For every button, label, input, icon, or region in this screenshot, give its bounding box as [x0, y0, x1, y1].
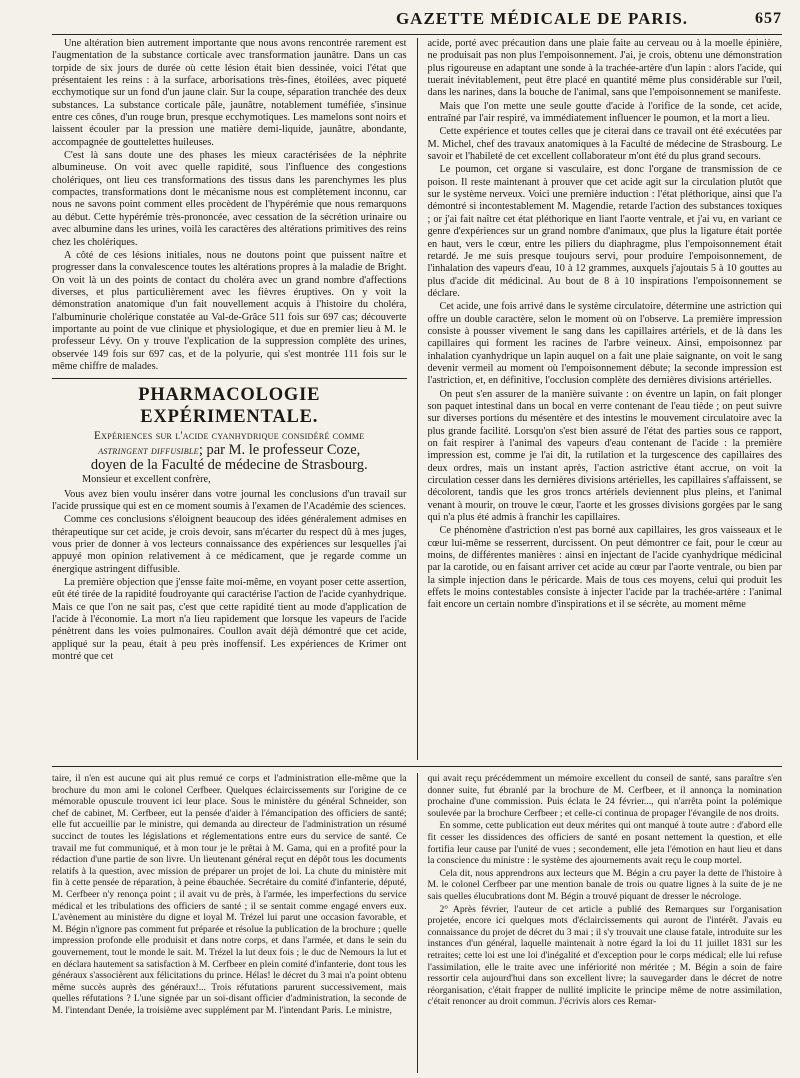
paragraph: En somme, cette publication eut deux mérites qui ont manqué à toute autre : d'abord elle fit cesser les dissidences des officiers de santé en posant nettement la question, et elle fortifia leur cause par l'unité de vues ; secondement, elle jeta l'émotion en haut lieu et dans la conscience du ministre : le système des ajournements avait reçu le coup mortel.	[427, 820, 782, 867]
article-heading	[52, 429, 407, 473]
lower-section	[52, 773, 782, 1073]
header-rule	[52, 34, 782, 35]
journal-title: GAZETTE MÉDICALE DE PARIS.	[395, 9, 689, 28]
paragraph: Cet acide, une fois arrivé dans le système circulatoire, détermine une astriction qui offre un double caractère, selon le moment où on l'observe. La première impression consiste à pousser vivement le sang dans les capillaires artériels, et de là dans les capillaires qui forment les racines de l'arbre veineux. Ainsi, empoisonnez par inhalation cyanhydrique un lapin auquel on a fait une plaie saignante, on voit le sang devenir vermeil au moment où l'empoisonnement débute; la seconde impression est l'astriction, et, en définitive, l'occlusion complète des dernières divisions artérielles.	[427, 301, 782, 387]
article-heading-author: ; par M. le professeur Coze,	[198, 442, 361, 459]
lower-left-column	[52, 773, 407, 1073]
feuilleton-divider	[52, 766, 782, 767]
column-divider	[417, 773, 418, 1073]
paragraph: Cette expérience et toutes celles que je citerai dans ce travail ont été exécutées par M. Michel, chef des travaux anatomiques à la Faculté de médecine de Strasbourg. Le savoir et l'habileté de cet excellent collaborateur m'ont été du plus grand secours.	[427, 126, 782, 163]
paragraph: On peut s'en assurer de la manière suivante : on éventre un lapin, on fait plonger son paquet intestinal dans un bocal en verre contenant de l'eau tiède ; on peut suivre sur diverses portions du mésentère et des intestins le mouvement circulatoire avec la plus grande facilité. Lorsqu'on s'est bien assuré de l'état des parties sous ce rapport, on fait respirer à l'animal des vapeurs d'eau contenant de l'acide : la première impression est, comme je l'ai dit, la rutilation et la turgescence des capillaires des deux ordres, mais un instant après, l'action astrictive étant accrue, on voit la circulation cesser dans les dernières divisions artérielles, les capillaires s'affaissent, se décolorent, tandis que les gros troncs artériels deviennent plus pleins, et l'animal venant à mourir, on trouve le cœur, l'aorte et les grosses divisions gorgées par le sang qui n'a plus été admis à franchir les capillaires.	[427, 388, 782, 524]
paragraph: taire, il n'en est aucune qui ait plus remué ce corps et l'administration elle-même que la brochure du mon ami le colonel Cerfbeer. Quelques éclaircissements sur l'origine de ce mémorable opuscule trouvent ici leur place. Sous le ministère du général Schneider, son chef de cabinet, M. Cerfbeer, eut la pensée d'aider à l'émancipation des officiers de santé; elle fut accueillie par le ministre, qui demanda au directeur de l'administration un résumé succinct de toutes les législations et réglementations entre eurs du service de santé. Ce travail me fut communiqué, et à mon tour je le prêtai à M. Gama, qui en a profité pour la rédaction d'une partie de son livre. Un lieutenant général reçut en dépôt tous les documents relatifs à la question, avec mission de préparer un projet de loi. La chute du ministère mit fin à cette pensée de réparation, à peine ébauchée. Secrétaire du comité d'infanterie, député, M. Cerfbeer n'y renonça point ; il avait vu de près, à l'armée, les imperfections du service médical et les tribulations des officiers de santé ; il se sentait comme engagé envers eux. L'avènement au ministère du digne et loyal M. Trézel lui parut une occasion favorable, et M. Bégin n'ignore pas comment fut préparée et résolue la publication de la brochure ; quelle impression profonde elle produisit et dans notre corps, et dans l'armée, et dans le sein du gouvernement, tout le monde le sait. M. Trézel la lut deux fois ; le duc de Nemours la lut et en déclara hautement sa satisfaction à M. Cerfbeer en plein comité d'infanterie, dont tous les généraux s'associèrent aux félicitations du prince. Hélas! le décret du 3 mai n'a point obtenu même succès auprès des généraux!... Trois réfutations parurent successivement, mais quelles réfutations ? L'une signée par un soi-disant officier d'administration, la seconde de M. l'intendant Denée, la troisième avec supplément par M. l'intendant Paris. Le ministre,	[52, 773, 407, 1016]
page-header	[52, 4, 782, 34]
column-divider	[417, 38, 418, 760]
paragraph: qui avait reçu précédemment un mémoire excellent du conseil de santé, sans paraître s'en donner suite, fut ébranlé par la brochure de M. Cerfbeer, et il annonça la nomination prochaine d'une commission. Puis éclata le 24 février..., qui n'arrêta point la polémique soulevée par la brochure Cerfbeer ; et celle-ci continua de propager l'évangile de nos droits.	[427, 773, 782, 819]
section-divider	[52, 378, 407, 379]
upper-section	[52, 38, 782, 760]
article-heading-emphasis: astringent diffusible	[98, 445, 199, 458]
upper-left-column	[52, 38, 407, 760]
paragraph: Comme ces conclusions s'éloignent beaucoup des idées généralement admises en thérapeutique sur cet acide, je crois devoir, sans m'écarter du respect dû à mes juges, vous prier de donner à vos lecteurs connaissance des expériences sur lesquelles j'ai appuyé mon opinion relativement à ce médicament, que je regarde comme un énergique astringent diffusible.	[52, 514, 407, 575]
paragraph: Une altération bien autrement importante que nous avons rencontrée rarement est l'augmentation de la substance corticale avec transformation jaunâtre. Dans un cas torpide de six jours de durée où cette lésion était bien dessinée, voici l'état que présentaient les reins : à la surface, arborisations très-fines, étoilées, avec piqueté ecchymotique sur un fond d'un jaune clair. Sur la coupe, séparation tranchée des deux substances. La substance corticale pâle, jaunâtre, notablement tuméfiée, s'insinue entre ces cônes, d'un rouge brun, presque ecchymotiques. Les mamelons sont noirs et laissent écouler par la pression une matière demi-liquide, jaunâtre, abondante, accompagnée de gouttelettes huileuses.	[52, 38, 407, 148]
paragraph: Cela dit, nous apprendrons aux lecteurs que M. Bégin a cru payer la dette de l'histoire à M. le colonel Cerfbeer par une mention banale de trois ou quatre lignes à la suite de je ne sais quelles élucubrations dont M. Bégin a trouvé piquant de dresser le nécrologe.	[427, 867, 782, 902]
section-title: PHARMACOLOGIE EXPÉRIMENTALE.	[138, 385, 321, 428]
lower-right-column	[427, 773, 782, 1073]
paragraph: Le poumon, cet organe si vasculaire, est donc l'organe de transmission de ce poison. Il reste maintenant à prouver que cet acide agit sur la circulation plutôt que sur le système nerveux. Voici une première induction : l'état pléthorique, ainsi que l'a démontré si incontestablement M. Magendie, retarde l'action des substances toxiques ; or j'ai fait naître cet état pléthorique en liant l'aorte ventrale, et j'ai vu, en variant ce genre d'expériences sur un grand nombre d'animaux, que plus la ligature était portée en haut, vers le cœur, entre les piliers du diaphragme, plus l'empoisonnement était retardé. Je me suis presque toujours servi, pour produire l'empoisonnement, de l'inhalation des vapeurs d'eau, 10 à 12 grammes, auxquels j'ajoutais 5 à 10 gouttes au plus d'acide dit médicinal. Au bout de 8 à 10 inspirations l'empoisonnement se déclare.	[427, 164, 782, 299]
paragraph: acide, porté avec précaution dans une plaie faite au cerveau ou à la moelle épinière, ne produisait pas non plus l'empoisonnement. J'ai, je crois, obtenu une démonstration plus rigoureuse en adaptant une sonde à la trachée-artère d'un lapin : alors l'acide, qui tuerait inévitablement, peut être placé en quantité même plus considérable sur l'œil, dans les narines, dans la bouche de l'animal, sans que l'empoisonnement se manifeste.	[427, 38, 782, 99]
salutation: Monsieur et excellent confrère,	[82, 474, 211, 486]
article-heading-line-1: Expériences sur l'acide cyanhydrique considéré comme	[94, 430, 365, 443]
upper-right-column	[427, 38, 782, 760]
article-heading-line-3: doyen de la Faculté de médecine de Strasbourg.	[90, 457, 368, 474]
paragraph: Ce phénomène d'astriction n'est pas borné aux capillaires, les gros vaisseaux et le cœur lui-même se resserrent, durcissent. On peut démontrer ce fait, pour le cœur au moins, de différentes manières : ainsi en injectant de l'acide cyanhydrique médicinal par la carotide, ou en faisant arriver cet acide au cœur par l'aorte ventrale, ou bien par la simple injection dans le péricarde. Mais de tous ces moyens, celui qui produit les effets le moins contestables consiste à injecter l'acide par la trachée-artère : l'animal fait encore un certain nombre d'inspirations et il se sécrète, au moment même	[427, 525, 782, 611]
page-number: 657	[755, 10, 782, 27]
paragraph: Mais que l'on mette une seule goutte d'acide à l'orifice de la sonde, cet acide, entraîné par l'air respiré, va immédiatement influencer le poumon, et la mort a lieu.	[427, 100, 782, 125]
paragraph: 2° Après février, l'auteur de cet article a publié des Remarques sur l'organisation projetée, encore ici quelques mots d'éclaircissements qui auront de l'intérêt. J'avais eu connaissance du projet de décret du 3 mai ; il s'y trouvait une clause fatale, introduite sur les instances d'un général, laquelle maintenait à notre égard la loi du 11 juillet 1831 sur les retraites; cette loi est une loi d'inégalité et d'exception pour le corps médical; elle lui refuse l'assimilation, elle le traite avec une infériorité non méritée ; M. Bégin a soin de faire ressortir cela aujourd'hui dans son excellent livre; la sauvegarder dans le décret de notre réorganisation, c'était frapper de nullité implicite le principe même de notre assimilation, c'était renoncer au droit commun. J'écrivis alors ces Remar-	[427, 903, 782, 1008]
paragraph: C'est là sans doute une des phases les mieux caractérisées de la néphrite albumineuse. On voit avec quelle rapidité, sous l'influence des congestions cholériques, ont lieu ces transformations des tissus dans les parenchymes les plus compactes, transformations dont le mécanisme nous est complètement inconnu, car nous ne savons point comment elles procèdent de l'hypérémie que nous remarquons au début. Cette hypérémie très-prononcée, avec cessation de la sécrétion urinaire ou avec albumine dans les urines, voilà les caractères des altérations primitives des reins chez les cholériques.	[52, 150, 407, 248]
paragraph: Vous avez bien voulu insérer dans votre journal les conclusions d'un travail sur l'acide prussique qui est en ce moment soumis à l'examen de l'Académie des sciences.	[52, 488, 407, 512]
paragraph: A côté de ces lésions initiales, nous ne doutons point que puissent naître et progresser dans la convalescence toutes les altérations propres à la maladie de Bright. On voit là un des points de contact du choléra avec un grand nombre d'affections diverses, et plus particulièrement avec les fièvres éruptives. On y voit la démonstration anatomique d'un fait nouvellement acquis à l'histoire du choléra, l'albuminurie cholérique constatée au Val-de-Grâce 511 fois sur 697 cas; découverte importante au point de vue clinique et physiologique, et due en premier lieu à M. le professeur Lévy. On y trouve l'explication de la suppression complète des urines, observée 149 fois sur 697 cas, et de la polyurie, qui s'est montrée 111 fois sur le même chiffre de malades.	[52, 249, 407, 372]
paragraph: La première objection que j'ensse faite moi-même, en voyant poser cette assertion, eût été tirée de la rapidité foudroyante qui caractérise l'action de l'acide cyanhydrique. Mais ce que l'on ne sait pas, c'est que cette rapidité tient au mode d'application de l'acide à l'économie. La mort n'a lieu rapidement que lorsque les vapeurs de l'acide pénètrent dans les voies pulmonaires. Coullon avait déjà démontré que cet acide, appliqué sur la peau, était à peu près inoffensif. Les expériences de Krimer ont montré que cet	[52, 577, 407, 663]
